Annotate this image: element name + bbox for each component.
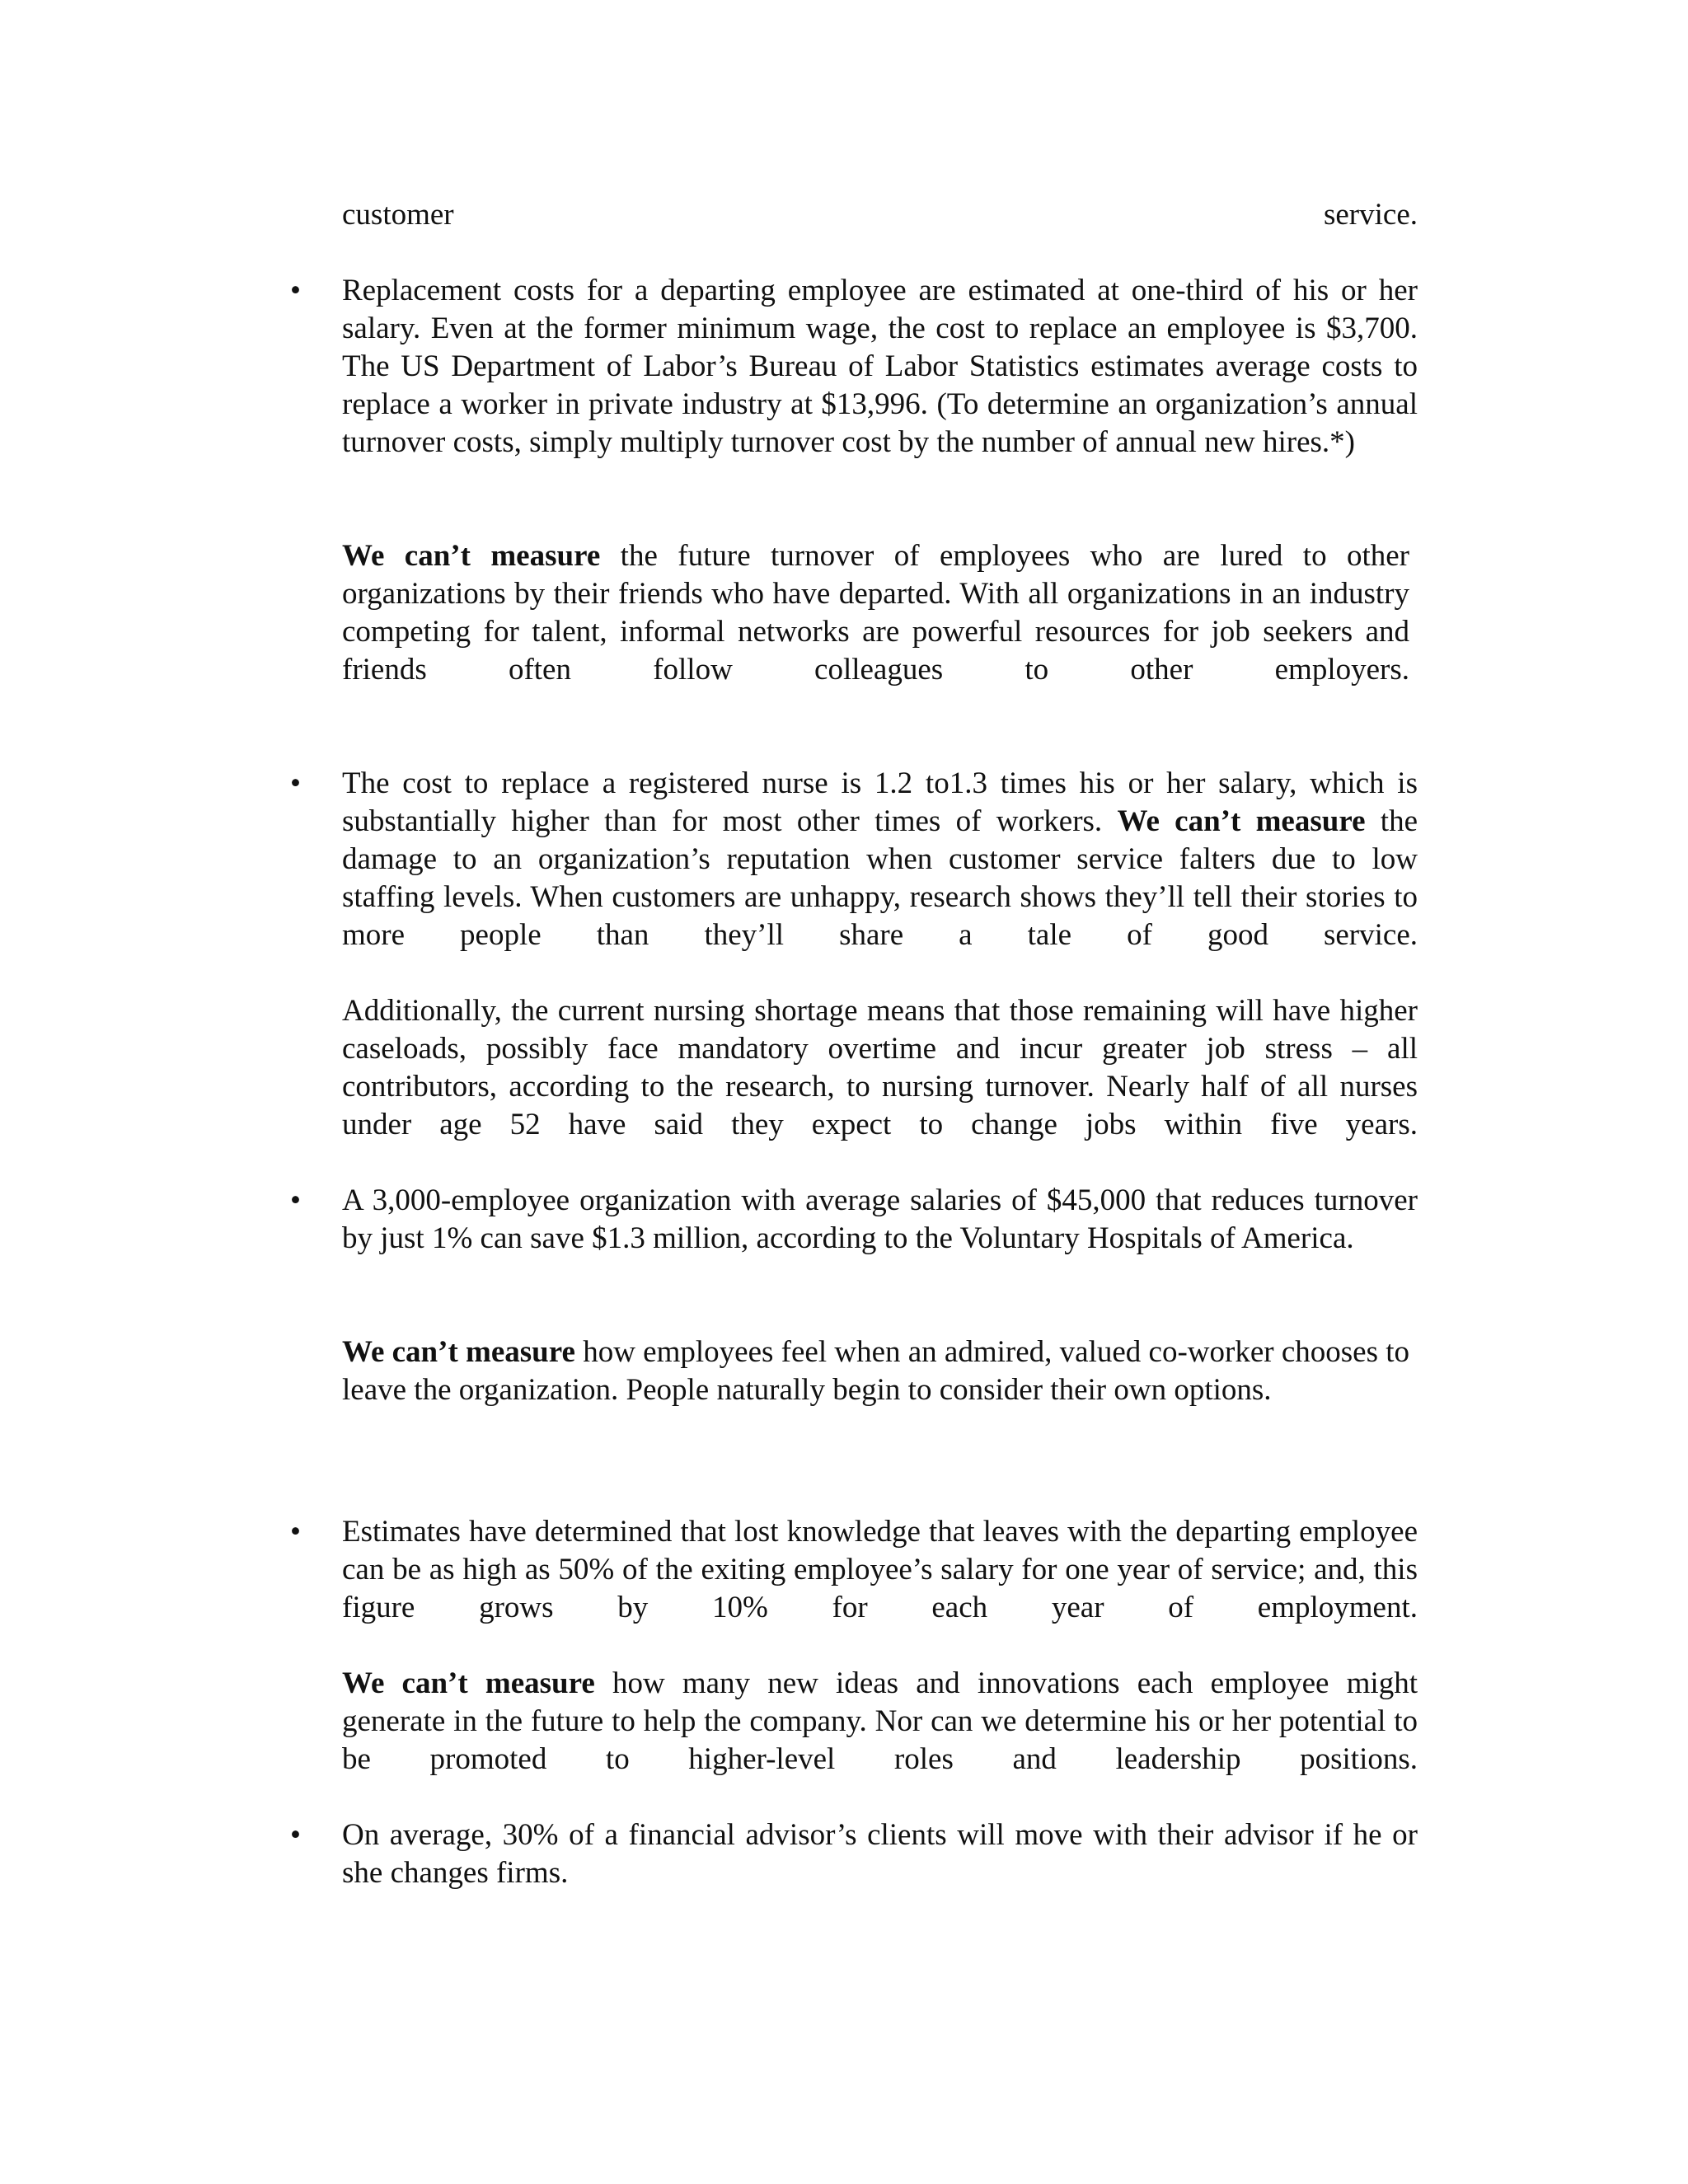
bullet-text: Replacement costs for a departing employee are estimated at one-third of his or her salary. Even at the former minimum wage, the cost to replace an employee is $3,700. The US Department of Labor’s Bureau of Labor Statistics estimates average costs to replace a worker in private industry at $13,996. (To determine an organization’s annual turnover costs, simply multiply turnover cost by the number of annual new hires.*): [342, 274, 1418, 459]
continued-line: [342, 196, 1418, 234]
bullet-replacement-costs: [342, 272, 1418, 462]
paragraph-coworker-leaves: [342, 1333, 1409, 1409]
paragraph-text: how employees feel when an admired, valued co-worker chooses to leave the organization. People naturally begin to consider their own options.: [342, 1335, 1409, 1407]
bold-lead: We can’t measure: [342, 1335, 575, 1369]
bullet-text: A 3,000-employee organization with average salaries of $45,000 that reduces turnover by just 1% can save $1.3 million, according to the Voluntary Hospitals of America.: [342, 1183, 1418, 1255]
bullet-marker: •: [290, 1515, 301, 1549]
bold-lead: We can’t measure: [342, 1666, 595, 1700]
bullet-marker: •: [290, 274, 301, 307]
bullet-turnover-savings: [342, 1182, 1418, 1258]
bullet-nurse-replacement: [342, 765, 1418, 954]
paragraph-nursing-shortage: [342, 992, 1418, 1144]
bold-lead: We can’t measure: [342, 539, 601, 573]
continued-line-left: customer: [342, 198, 454, 232]
continued-line-right: service.: [1323, 198, 1418, 232]
bullet-text: Estimates have determined that lost knowledge that leaves with the departing employee can be as high as 50% of the exiting employee’s salary for one year of service; and, this figure grows by 10% for each year of employment.: [342, 1515, 1418, 1624]
paragraph-future-turnover: [342, 537, 1409, 689]
bullet-text-after: the damage to an organization’s reputation when customer service falters due to low staffing levels. When customers are unhappy, research shows they’ll tell their stories to more people than they’ll share a tale of good service.: [342, 804, 1418, 952]
bold-lead: We can’t measure: [1117, 804, 1366, 838]
bullet-marker: •: [290, 1183, 301, 1217]
paragraph-text: Additionally, the current nursing shortage means that those remaining will have higher caseloads, possibly face mandatory overtime and incur greater job stress – all contributors, according to the research, to nursing turnover. Nearly half of all nurses under age 52 have said they expect to change jobs within five years.: [342, 994, 1418, 1141]
bullet-text: On average, 30% of a financial advisor’s clients will move with their advisor if he or she changes firms.: [342, 1818, 1418, 1890]
paragraph-text: the future turnover of employees who are lured to other organizations by their friends who have departed. With all organizations in an industry competing for talent, informal networks are powerful resources for job seekers and friends often follow colleagues to other employers.: [342, 539, 1410, 687]
bullet-marker: •: [290, 1818, 301, 1852]
bullet-marker: •: [290, 766, 301, 800]
bullet-financial-advisor: [342, 1816, 1418, 1892]
bullet-lost-knowledge: [342, 1513, 1418, 1627]
bullet-text: The cost to replace a registered nurse is 1.2 to1.3 times his or her salary, which is substantially higher than for most other times of workers.: [342, 766, 1418, 838]
paragraph-new-ideas: [342, 1665, 1418, 1779]
paragraph-text: how many new ideas and innovations each employee might generate in the future to help the company. Nor can we determine his or her potential to be promoted to higher-level roles and leadership positions.: [342, 1666, 1418, 1776]
